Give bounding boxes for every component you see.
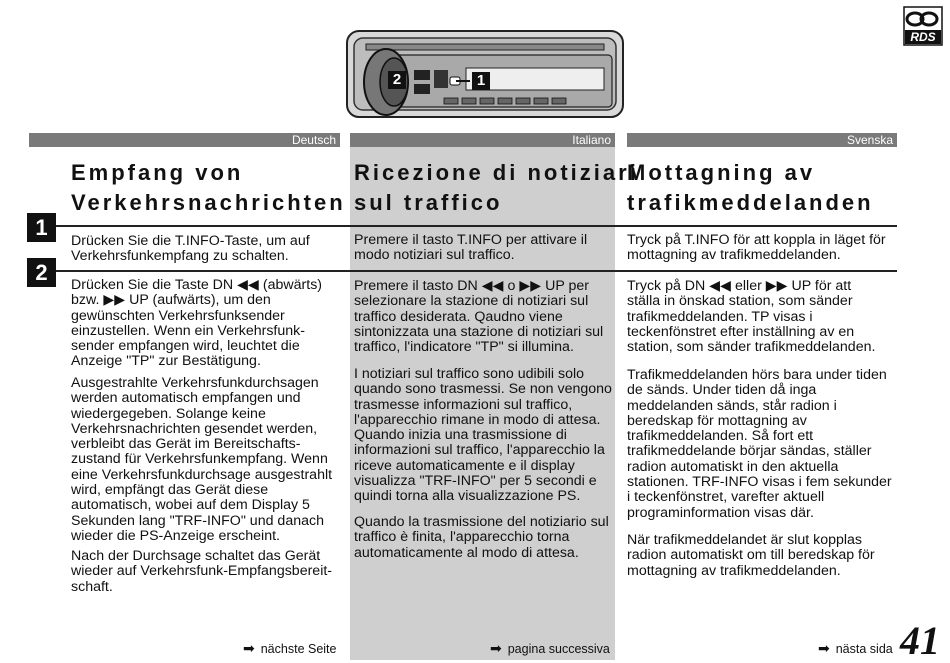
arrow-right-icon: ➡	[818, 640, 830, 656]
sv-step1-text: Tryck på T.INFO för att koppla in läget för mottagning av trafikmeddelanden.	[627, 232, 886, 264]
it-step2-text-c: Quando la trasmissione del notiziario sul traffico è finita, l'apparecchio torna automaticamente al modo di attesa.	[354, 514, 609, 561]
it-step2-text-b: I notiziari sul traffico sono udibili solo quando sono trasmessi. Se non vengono trasmesse informazioni sul traffico, l'apparecchio rimane in modo di attesa. Quando inizia una trasmissione di informazioni sul traffico, l'apparecchio la riceve automaticamente e il display visualizza "TRF-INFO" per 5 secondi e quindi torna alla visualizzazione PS.	[354, 366, 612, 505]
it-step2-text-a: Premere il tasto DN ◀◀ o ▶▶ UP per selezionare la stazione di notiziari sul traffico desiderata. Qaudno viene sintonizzata una stazione di notiziari sul traffico, l'indicatore "TP" si illumina.	[354, 278, 604, 356]
heading-italiano: Ricezione di notiziari sul traffico	[354, 160, 639, 215]
de-step2-text-a: Drücken Sie die Taste DN ◀◀ (abwärts) bzw. ▶▶ UP (aufwärts), um den gewünschten Verkehrsfunksender einzustellen. Wenn ein Verkehrsfunk- sender empfangen wird, leuchtet die Anzeige "TP" zur Bestätigung.	[71, 277, 323, 370]
callout-1: 1	[472, 72, 490, 90]
rds-logo-text: RDS	[910, 30, 936, 44]
heading-svenska: Mottagning av trafikmeddelanden	[627, 160, 874, 215]
lang-bar-svenska: Svenska	[627, 133, 897, 147]
next-page-link-italiano[interactable]	[490, 640, 610, 657]
next-page-label: nächste Seite	[260, 642, 337, 656]
step-marker-2: 2	[27, 258, 56, 287]
rds-logo	[903, 6, 943, 46]
car-radio-illustration	[346, 30, 624, 118]
next-page-link-svenska[interactable]	[818, 640, 893, 657]
de-step1-text: Drücken Sie die T.INFO-Taste, um auf Verkehrsfunkempfang zu schalten.	[71, 233, 310, 265]
callout-2: 2	[388, 71, 406, 89]
heading-deutsch: Empfang von Verkehrsnachrichten	[71, 160, 346, 215]
sv-step2-text-a: Tryck på DN ◀◀ eller ▶▶ UP för att ställa in önskad station, som sänder trafikmeddelanden. TP visas i teckenfönstret efter inställning av en station, som sänder trafikmeddelanden.	[627, 278, 876, 356]
next-page-label: nästa sida	[835, 642, 893, 656]
lang-bar-italiano: Italiano	[350, 133, 615, 147]
de-step2-text-c: Nach der Durchsage schaltet das Gerät wieder auf Verkehrsfunk-Empfangsbereit- schaft.	[71, 548, 333, 595]
rule-step1	[29, 225, 897, 227]
it-step1-text: Premere il tasto T.INFO per attivare il modo notiziari sul traffico.	[354, 232, 588, 264]
step-marker-1: 1	[27, 213, 56, 242]
page-number: 41	[900, 618, 940, 663]
arrow-right-icon: ➡	[243, 640, 255, 656]
sv-step2-text-b: Trafikmeddelanden hörs bara under tiden de sänds. Under tiden då inga meddelanden sänds, står radion i beredskap för mottagning av trafikmeddelanden. Så fort ett trafikmeddelande börjar sändas, ställer radion automatiskt in den aktuella stationen. TRF-INFO visas i fem sekunder i teckenfönstret, varefter aktuell programinformation visas där.	[627, 367, 892, 521]
rule-step2	[29, 270, 897, 272]
next-page-label: pagina successiva	[507, 642, 610, 656]
de-step2-text-b: Ausgestrahlte Verkehrsfunkdurchsagen werden automatisch empfangen und wiedergegeben. Solange keine Verkehrsnachrichten gesendet werden, verbleibt das Gerät im Bereitschafts- zustand für Verkehrsfunkempfang. Wenn eine Verkehrsfunkdurchsage ausgestrahlt wird, empfängt das Gerät diese automatisch, wobei auf dem Display 5 Sekunden lang "TRF-INFO" und danach wieder die PS-Anzeige erscheint.	[71, 375, 333, 544]
arrow-right-icon: ➡	[490, 640, 502, 656]
next-page-link-deutsch[interactable]	[243, 640, 336, 657]
lang-bar-deutsch: Deutsch	[29, 133, 340, 147]
sv-step2-text-c: När trafikmeddelandet är slut kopplas radion automatiskt om till beredskap för mottagning av trafikmeddelanden.	[627, 532, 875, 579]
